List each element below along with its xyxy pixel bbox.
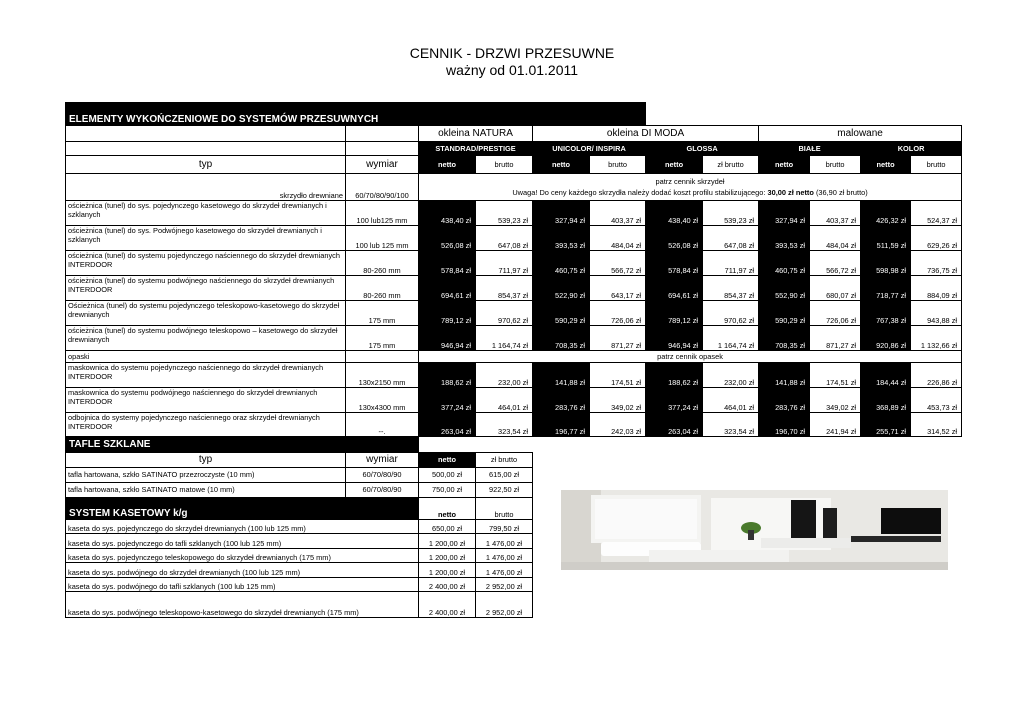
price-cell: 1 200,00 zł (419, 548, 476, 563)
price-cell: 500,00 zł (419, 467, 476, 482)
price-cell: 349,02 zł (590, 387, 646, 412)
note-text: Uwaga! Do ceny każdego skrzydła należy dodać koszt profilu stabilizującego: (512, 188, 768, 197)
price-cell: 393,53 zł (759, 226, 810, 251)
price-cell: 647,08 zł (476, 226, 533, 251)
row-dim: 175 mm (346, 326, 419, 351)
price-cell: 711,97 zł (703, 251, 759, 276)
price-cell: 566,72 zł (810, 251, 861, 276)
section-title: SYSTEM KASETOWY k/g (66, 497, 419, 519)
row-name: kaseta do sys. pojedynczego do skrzydeł drewnianych (100 lub 125 mm) (66, 519, 419, 534)
price-cell: 184,44 zł (861, 362, 911, 387)
price-cell: 578,84 zł (646, 251, 703, 276)
price-cell: 552,90 zł (759, 276, 810, 301)
price-cell: 1 132,66 zł (911, 326, 962, 351)
row-name: ościeżnica (tunel) do systemu podwójnego teleskopowo – kasetowego do skrzydeł drewnianych (66, 326, 346, 351)
price-cell: 726,06 zł (590, 301, 646, 326)
row-name: ościeżnica (tunel) do sys. Podwójnego kasetowego do skrzydeł drewnianych i szklanych (66, 226, 346, 251)
group-natura: okleina NATURA (419, 126, 533, 142)
subgroup-header: GLOSSA (646, 142, 759, 156)
cell (419, 436, 962, 452)
group-dimoda: okleina DI MODA (533, 126, 759, 142)
row-name: tafla hartowana, szkło SATINATO matowe (10 mm) (66, 482, 346, 497)
price-cell: 799,50 zł (476, 519, 533, 534)
table-row (66, 592, 962, 618)
price-cell: 196,77 zł (533, 412, 590, 436)
price-cell: 970,62 zł (703, 301, 759, 326)
price-cell: 377,24 zł (419, 387, 476, 412)
skrzydlo-note (419, 174, 962, 201)
price-cell: 943,88 zł (911, 301, 962, 326)
price-cell: 196,70 zł (759, 412, 810, 436)
cell (533, 452, 962, 467)
row-name: kaseta do sys. podwójnego teleskopowo-kasetowego do skrzydeł drewnianych (175 mm) (66, 592, 419, 618)
price-cell: 750,00 zł (419, 482, 476, 497)
table-row (66, 103, 962, 126)
price-cell: 403,37 zł (590, 201, 646, 226)
row-dim: 130x4300 mm (346, 387, 419, 412)
row-name: odbojnica do systemy pojedynczego naściennego oraz skrzydeł drewnianych INTERDOOR (66, 412, 346, 436)
note-line (421, 187, 959, 198)
row-name: kaseta do sys. pojedynczego teleskopowego do skrzydeł drewnianych (175 mm) (66, 548, 419, 563)
price-cell: 970,62 zł (476, 301, 533, 326)
price-cell: 2 400,00 zł (419, 592, 476, 618)
price-cell: 283,76 zł (533, 387, 590, 412)
price-cell: 1 476,00 zł (476, 563, 533, 578)
table-row (66, 326, 962, 351)
price-header: netto (861, 156, 911, 174)
price-cell: 854,37 zł (703, 276, 759, 301)
price-cell: 871,27 zł (590, 326, 646, 351)
price-cell: 438,40 zł (419, 201, 476, 226)
table-row (66, 436, 962, 452)
price-cell: 789,12 zł (419, 301, 476, 326)
row-dim: 80-260 mm (346, 276, 419, 301)
table-row (66, 276, 962, 301)
price-cell: 680,07 zł (810, 276, 861, 301)
price-cell: 460,75 zł (759, 251, 810, 276)
price-cell: 789,12 zł (646, 301, 703, 326)
page-title: CENNIK - DRZWI PRZESUWNE (409, 45, 615, 61)
price-cell: 1 476,00 zł (476, 534, 533, 549)
row-name: ościeżnica (tunel) do systemu podwójnego naściennego do skrzydeł drewnianych INTERDOOR (66, 276, 346, 301)
row-dim: --. (346, 412, 419, 436)
price-cell: 377,24 zł (646, 387, 703, 412)
price-cell: 767,38 zł (861, 301, 911, 326)
row-name: skrzydło drewniane (66, 174, 346, 201)
price-header: zł brutto (703, 156, 759, 174)
price-cell: 393,53 zł (533, 226, 590, 251)
price-cell: 232,00 zł (476, 362, 533, 387)
col-brutto: brutto (476, 497, 533, 519)
price-cell: 327,94 zł (533, 201, 590, 226)
price-header: netto (419, 156, 476, 174)
price-cell: 524,37 zł (911, 201, 962, 226)
col-wymiar: wymiar (346, 156, 419, 174)
row-dim: 130x2150 mm (346, 362, 419, 387)
price-cell: 327,94 zł (759, 201, 810, 226)
price-cell: 566,72 zł (590, 251, 646, 276)
price-cell: 403,37 zł (810, 201, 861, 226)
price-cell: 522,90 zł (533, 276, 590, 301)
table-row (66, 142, 962, 156)
cell (346, 142, 419, 156)
row-name: tafla hartowana, szkło SATINATO przezroczyste (10 mm) (66, 467, 346, 482)
price-cell: 726,06 zł (810, 301, 861, 326)
price-cell: 368,89 zł (861, 387, 911, 412)
section-title: ELEMENTY WYKOŃCZENIOWE DO SYSTEMÓW PRZESUWNYCH (66, 103, 646, 126)
price-cell: 718,77 zł (861, 276, 911, 301)
price-cell: 263,04 zł (419, 412, 476, 436)
row-dim: 60/70/80/90 (346, 482, 419, 497)
cell (646, 103, 962, 126)
price-cell: 241,94 zł (810, 412, 861, 436)
price-cell: 511,59 zł (861, 226, 911, 251)
cell (66, 142, 346, 156)
price-cell: 946,94 zł (646, 326, 703, 351)
price-header: brutto (590, 156, 646, 174)
price-cell: 484,04 zł (590, 226, 646, 251)
price-cell: 263,04 zł (646, 412, 703, 436)
col-brutto: zł brutto (476, 452, 533, 467)
price-cell: 526,08 zł (419, 226, 476, 251)
col-wymiar: wymiar (346, 452, 419, 467)
price-cell: 232,00 zł (703, 362, 759, 387)
subgroup-header: UNICOLOR/ INSPIRA (533, 142, 646, 156)
price-cell: 598,98 zł (861, 251, 911, 276)
price-cell: 526,08 zł (646, 226, 703, 251)
row-name: opaski (66, 350, 346, 362)
col-netto: netto (419, 497, 476, 519)
price-cell: 871,27 zł (810, 326, 861, 351)
price-cell: 426,32 zł (861, 201, 911, 226)
row-name: Ościeżnica (tunel) do systemu pojedynczego teleskopowo-kasetowego do skrzydeł drewnianych (66, 301, 346, 326)
price-cell: 174,51 zł (810, 362, 861, 387)
price-cell: 349,02 zł (810, 387, 861, 412)
note-text: (36,90 zł brutto) (813, 188, 868, 197)
col-typ: typ (66, 156, 346, 174)
row-name: maskownica do systemu pojedynczego naściennego do skrzydeł drewnianych INTERDOOR (66, 362, 346, 387)
price-cell: 590,29 zł (533, 301, 590, 326)
row-dim: 100 lub 125 mm (346, 226, 419, 251)
price-cell: 946,94 zł (419, 326, 476, 351)
price-header: netto (533, 156, 590, 174)
table-row (66, 577, 962, 592)
price-cell: 2 952,00 zł (476, 592, 533, 618)
table-row (66, 412, 962, 436)
price-cell: 615,00 zł (476, 467, 533, 482)
row-name: kaseta do sys. pojedynczego do tafli szklanych (100 lub 125 mm) (66, 534, 419, 549)
price-header: brutto (476, 156, 533, 174)
price-cell: 141,88 zł (759, 362, 810, 387)
row-dim: 60/70/80/90/100 (346, 174, 419, 201)
price-cell: 464,01 zł (703, 387, 759, 412)
price-cell: 453,73 zł (911, 387, 962, 412)
price-cell: 694,61 zł (646, 276, 703, 301)
price-cell: 242,03 zł (590, 412, 646, 436)
price-cell: 578,84 zł (419, 251, 476, 276)
price-cell: 255,71 zł (861, 412, 911, 436)
price-cell: 484,04 zł (810, 226, 861, 251)
row-dim: 175 mm (346, 301, 419, 326)
opaski-note: patrz cennik opasek (419, 350, 962, 362)
price-cell: 323,54 zł (476, 412, 533, 436)
price-cell: 1 164,74 zł (703, 326, 759, 351)
table-row (66, 467, 962, 482)
price-cell: 1 200,00 zł (419, 563, 476, 578)
price-cell: 736,75 zł (911, 251, 962, 276)
price-cell: 283,76 zł (759, 387, 810, 412)
table-row (66, 126, 962, 142)
cell (346, 350, 419, 362)
price-header: netto (759, 156, 810, 174)
col-netto: netto (419, 452, 476, 467)
cell (533, 467, 962, 482)
price-cell: 539,23 zł (703, 201, 759, 226)
price-cell: 922,50 zł (476, 482, 533, 497)
price-cell: 314,52 zł (911, 412, 962, 436)
price-cell: 884,09 zł (911, 276, 962, 301)
note-price: 30,00 zł netto (767, 188, 814, 197)
subgroup-header: BIAŁE (759, 142, 861, 156)
price-cell: 2 952,00 zł (476, 577, 533, 592)
group-malowane: malowane (759, 126, 962, 142)
table-row (66, 301, 962, 326)
table-row (66, 201, 962, 226)
price-cell: 647,08 zł (703, 226, 759, 251)
price-cell: 460,75 zł (533, 251, 590, 276)
table-row (66, 174, 962, 201)
price-cell: 141,88 zł (533, 362, 590, 387)
section-title: TAFLE SZKLANE (66, 436, 419, 452)
price-cell: 464,01 zł (476, 387, 533, 412)
table-row (66, 251, 962, 276)
row-dim: 100 lub125 mm (346, 201, 419, 226)
price-cell: 539,23 zł (476, 201, 533, 226)
price-cell: 854,37 zł (476, 276, 533, 301)
price-header: brutto (911, 156, 962, 174)
price-cell: 226,86 zł (911, 362, 962, 387)
table-row (66, 362, 962, 387)
price-cell: 650,00 zł (419, 519, 476, 534)
price-cell: 590,29 zł (759, 301, 810, 326)
table-row (66, 452, 962, 467)
price-cell: 1 164,74 zł (476, 326, 533, 351)
price-cell: 629,26 zł (911, 226, 962, 251)
price-cell: 2 400,00 zł (419, 577, 476, 592)
price-cell: 1 200,00 zł (419, 534, 476, 549)
cell (66, 126, 346, 142)
price-cell: 711,97 zł (476, 251, 533, 276)
price-cell: 708,35 zł (759, 326, 810, 351)
interior-photo-icon (561, 490, 948, 570)
subgroup-header: KOLOR (861, 142, 962, 156)
row-name: ościeżnica (tunel) do systemu pojedynczego naściennego do skrzydeł drewnianych INTERDOOR (66, 251, 346, 276)
table-row (66, 156, 962, 174)
table-row (66, 350, 962, 362)
page-subtitle: ważny od 01.01.2011 (445, 62, 579, 78)
row-name: ościeżnica (tunel) do sys. pojedynczego kasetowego do skrzydeł drewnianych i szklanych (66, 201, 346, 226)
price-cell: 174,51 zł (590, 362, 646, 387)
price-cell: 643,17 zł (590, 276, 646, 301)
price-cell: 920,86 zł (861, 326, 911, 351)
price-cell: 323,54 zł (703, 412, 759, 436)
price-cell: 708,35 zł (533, 326, 590, 351)
subgroup-header: STANDRAD/PRESTIGE (419, 142, 533, 156)
price-cell: 1 476,00 zł (476, 548, 533, 563)
cell (533, 592, 962, 618)
table-row (66, 226, 962, 251)
row-name: kaseta do sys. podwójnego do tafli szklanych (100 lub 125 mm) (66, 577, 419, 592)
row-dim: 80-260 mm (346, 251, 419, 276)
price-cell: 694,61 zł (419, 276, 476, 301)
table-row (66, 387, 962, 412)
row-name: maskownica do systemu podwójnego naściennego do skrzydeł drewnianych INTERDOOR (66, 387, 346, 412)
price-cell: 188,62 zł (419, 362, 476, 387)
price-cell: 188,62 zł (646, 362, 703, 387)
cell (346, 126, 419, 142)
cell (533, 577, 962, 592)
price-header: brutto (810, 156, 861, 174)
price-cell: 438,40 zł (646, 201, 703, 226)
row-name: kaseta do sys. podwójnego do skrzydeł drewnianych (100 lub 125 mm) (66, 563, 419, 578)
col-typ: typ (66, 452, 346, 467)
row-dim: 60/70/80/90 (346, 467, 419, 482)
price-header: netto (646, 156, 703, 174)
note-line: patrz cennik skrzydeł (655, 177, 725, 186)
